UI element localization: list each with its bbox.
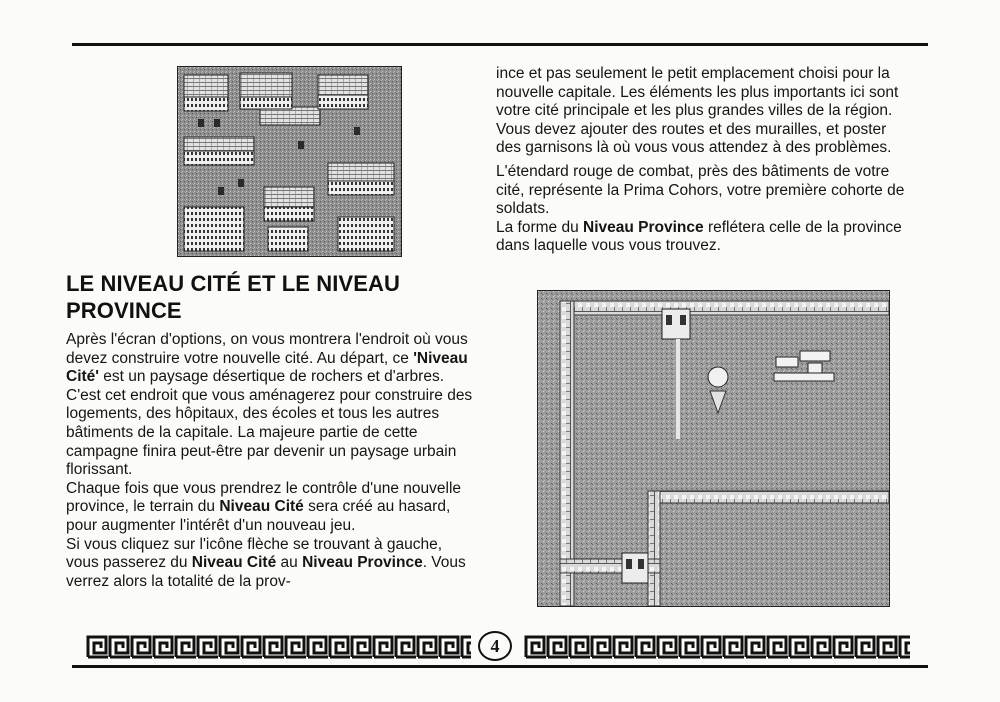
- city-level-screenshot: [177, 66, 402, 257]
- paragraph-city-level: Après l'écran d'options, on vous montrera l'endroit où vous devez construire votre nouvelle cité. Au départ, ce 'Niveau Cité' est un paysage désertique de rochers et d'arbres. C'est cet endroit que vous aménagerez pour construire des logements, des hôpitaux, des écoles et tous les autres bâtiments de la capitale. La majeure partie de cette campagne finira peut-être par devenir un paysage urbain florissant.: [66, 331, 473, 479]
- paragraph-province-continued: ince et pas seulement le petit emplacement choisi pour la nouvelle capitale. Les éléments les plus importants ici sont votre cité principale et les plus grandes villes de la région. Vous devez ajouter des routes et des murailles, et poster des garnisons là où vous vous attendez à des problèmes.: [496, 65, 899, 157]
- bottom-rule: [72, 665, 928, 668]
- paragraph-battle-standard: L'étendard rouge de combat, près des bâtiments de votre cité, représente la Prima Cohors, votre première cohorte de soldats.: [496, 162, 905, 218]
- left-column: [66, 331, 476, 591]
- paragraph-arrow-icon: Si vous cliquez sur l'icône flèche se trouvant à gauche, vous passerez du Niveau Cité au Niveau Province. Vous verrez alors la totalité de la prov-: [66, 535, 466, 590]
- top-rule: [72, 43, 928, 46]
- section-heading: LE NIVEAU CITÉ ET LE NIVEAU PROVINCE: [66, 271, 400, 323]
- greek-key-border-left: [86, 631, 471, 661]
- page-number: 4: [478, 631, 512, 661]
- right-column: [496, 65, 906, 256]
- province-level-screenshot: [537, 290, 890, 607]
- greek-key-border-right: [524, 631, 910, 661]
- paragraph-new-province: Chaque fois que vous prendrez le contrôle d'une nouvelle province, le terrain du Niveau Cité sera créé au hasard, pour augmenter l'intérêt d'un nouveau jeu.: [66, 479, 462, 534]
- paragraph-province-shape: La forme du Niveau Province reflétera celle de la province dans laquelle vous vous trouvez.: [496, 218, 902, 255]
